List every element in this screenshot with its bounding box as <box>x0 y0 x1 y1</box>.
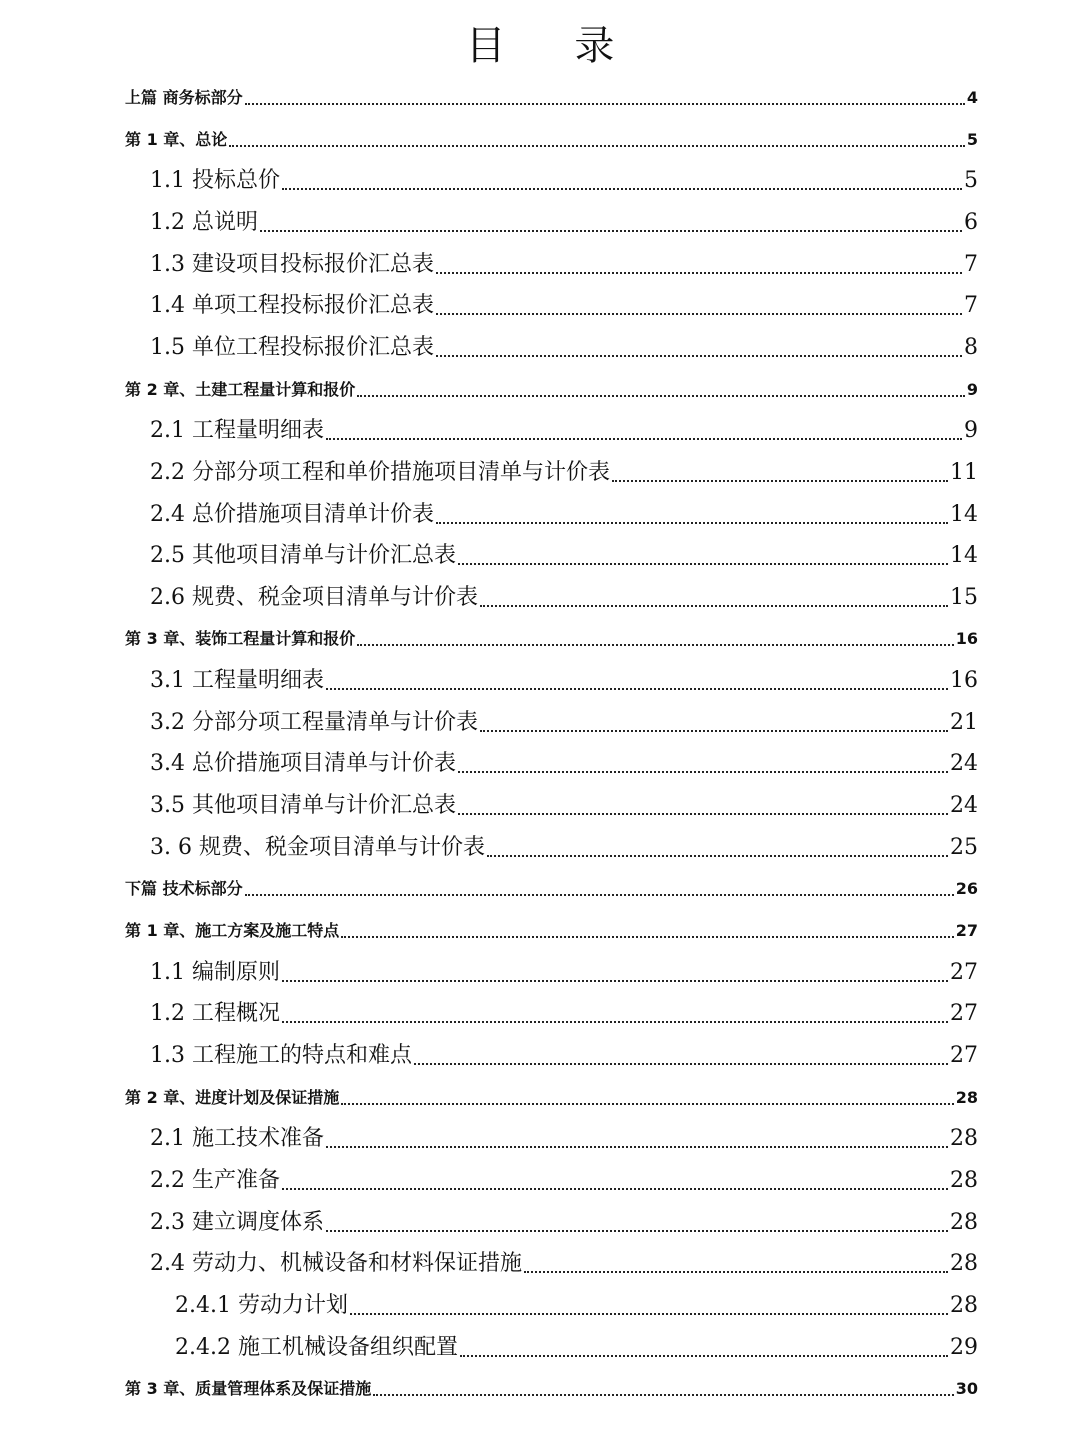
toc-dot-leader <box>357 369 965 411</box>
toc-entry-page-number: 4 <box>966 88 978 107</box>
toc-entry-page-number: 14 <box>950 501 978 527</box>
toc-entry[interactable] <box>150 827 978 869</box>
toc-entry-page-number: 5 <box>966 129 978 149</box>
toc-dot-leader <box>326 660 948 702</box>
toc-entry[interactable] <box>150 327 978 369</box>
toc-entry-label: 3.5 其他项目清单与计价汇总表 <box>150 793 456 819</box>
toc-dot-leader <box>341 910 953 952</box>
toc-entry-page-number: 7 <box>964 293 978 319</box>
toc-entry-page-number: 8 <box>964 334 978 360</box>
toc-entry-page-number: 5 <box>964 168 978 194</box>
toc-entry-label: 第 2 章、土建工程量计算和报价 <box>125 379 356 399</box>
toc-entry-label: 2.1 施工技术准备 <box>150 1126 324 1152</box>
toc-entry-label: 2.6 规费、税金项目清单与计价表 <box>150 584 478 610</box>
page-title: 目 录 <box>465 23 643 69</box>
toc-entry-page-number: 28 <box>950 1292 978 1318</box>
toc-entry-page-number: 16 <box>955 629 978 649</box>
toc-entry-label: 2.2 生产准备 <box>150 1167 280 1193</box>
toc-dot-leader <box>282 952 948 994</box>
toc-dot-leader <box>326 1202 948 1244</box>
toc-entry-label: 2.1 工程量明细表 <box>150 418 324 444</box>
toc-dot-leader <box>245 77 965 119</box>
toc-entry-page-number: 30 <box>955 1379 978 1399</box>
toc-entry[interactable] <box>175 1285 978 1327</box>
toc-entry-label: 下篇 技术标部分 <box>125 879 243 899</box>
toc-entry-page-number: 24 <box>950 793 978 819</box>
toc-entry-label: 1.2 工程概况 <box>150 1001 280 1027</box>
toc-entry-label: 1.5 单位工程投标报价汇总表 <box>150 334 434 360</box>
toc-entry[interactable] <box>150 660 978 702</box>
toc-entry[interactable] <box>150 452 978 494</box>
toc-entry-label: 第 2 章、进度计划及保证措施 <box>125 1087 340 1107</box>
toc-entry-label: 第 1 章、总论 <box>125 129 228 149</box>
toc-entry-page-number: 21 <box>950 709 978 735</box>
toc-dot-leader <box>357 618 953 660</box>
toc-dot-leader <box>458 535 948 577</box>
toc-entry[interactable] <box>150 993 978 1035</box>
toc-dot-leader <box>480 577 948 619</box>
toc-entry[interactable] <box>150 785 978 827</box>
toc-entry-label: 1.1 投标总价 <box>150 168 280 194</box>
toc-entry-label: 2.5 其他项目清单与计价汇总表 <box>150 543 456 569</box>
toc-entry[interactable] <box>150 410 978 452</box>
toc-entry[interactable] <box>150 244 978 286</box>
toc-entry-label: 1.3 建设项目投标报价汇总表 <box>150 251 434 277</box>
toc-entry-label: 3.4 总价措施项目清单与计价表 <box>150 751 456 777</box>
toc-entry-page-number: 15 <box>950 584 978 610</box>
toc-entry-page-number: 7 <box>964 251 978 277</box>
toc-dot-leader <box>229 119 965 161</box>
toc-dot-leader <box>612 452 948 494</box>
toc-entry-page-number: 29 <box>950 1334 978 1360</box>
toc-entry-page-number: 25 <box>950 834 978 860</box>
toc-entry[interactable] <box>175 1327 978 1369</box>
toc-entry-page-number: 16 <box>950 668 978 694</box>
toc-entry[interactable] <box>125 369 978 411</box>
toc-dot-leader <box>282 993 948 1035</box>
toc-entry[interactable] <box>125 77 978 119</box>
toc-entry-page-number: 28 <box>955 1087 978 1107</box>
toc-dot-leader <box>436 285 962 327</box>
toc-entry-page-number: 11 <box>950 459 978 485</box>
toc-entry-page-number: 28 <box>950 1126 978 1152</box>
toc-entry-page-number: 6 <box>964 209 978 235</box>
toc-entry-page-number: 28 <box>950 1209 978 1235</box>
toc-entry-page-number: 26 <box>955 879 978 899</box>
toc-dot-leader <box>414 1035 948 1077</box>
toc-entry-label: 1.3 工程施工的特点和难点 <box>150 1042 412 1068</box>
toc-dot-leader <box>373 1368 953 1410</box>
toc-entry-label: 第 3 章、装饰工程量计算和报价 <box>125 629 356 649</box>
toc-dot-leader <box>487 827 948 869</box>
toc-entry[interactable] <box>125 618 978 660</box>
toc-entry-page-number: 27 <box>955 921 978 940</box>
toc-entry-label: 3.2 分部分项工程量清单与计价表 <box>150 709 478 735</box>
toc-entry-label: 上篇 商务标部分 <box>125 88 243 107</box>
toc-dot-leader <box>326 1118 948 1160</box>
toc-dot-leader <box>480 702 948 744</box>
toc-dot-leader <box>260 202 962 244</box>
toc-entry[interactable] <box>150 1160 978 1202</box>
toc-entry-page-number: 14 <box>950 543 978 569</box>
toc-dot-leader <box>436 327 962 369</box>
toc-entry-label: 2.4.1 劳动力计划 <box>175 1292 348 1318</box>
toc-dot-leader <box>350 1285 948 1327</box>
toc-dot-leader <box>245 868 954 910</box>
toc-entry[interactable] <box>125 119 978 161</box>
toc-dot-leader <box>282 160 962 202</box>
toc-entry[interactable] <box>125 868 978 910</box>
toc-entry-label: 1.1 编制原则 <box>150 959 280 985</box>
toc-entry-label: 2.4.2 施工机械设备组织配置 <box>175 1334 458 1360</box>
toc-entry-label: 2.2 分部分项工程和单价措施项目清单与计价表 <box>150 459 610 485</box>
toc-entry-page-number: 9 <box>964 418 978 444</box>
toc-entry[interactable] <box>150 702 978 744</box>
toc-dot-leader <box>458 785 948 827</box>
toc-dot-leader <box>436 494 948 536</box>
toc-entry[interactable] <box>150 1202 978 1244</box>
toc-dot-leader <box>436 244 962 286</box>
toc-entry[interactable] <box>150 160 978 202</box>
toc-dot-leader <box>282 1160 948 1202</box>
toc-entry-label: 2.3 建立调度体系 <box>150 1209 324 1235</box>
toc-dot-leader <box>458 743 948 785</box>
toc-entry[interactable] <box>150 535 978 577</box>
toc-entry-page-number: 9 <box>966 379 978 399</box>
toc-dot-leader <box>341 1077 953 1119</box>
toc-dot-leader <box>326 410 962 452</box>
toc-dot-leader <box>460 1327 948 1369</box>
toc-dot-leader <box>524 1243 948 1285</box>
toc-entry[interactable] <box>150 577 978 619</box>
toc-entry-label: 第 3 章、质量管理体系及保证措施 <box>125 1379 372 1399</box>
toc-entry[interactable] <box>150 285 978 327</box>
toc-entry[interactable] <box>150 494 978 536</box>
toc-entry-page-number: 28 <box>950 1251 978 1277</box>
toc-entry[interactable] <box>150 743 978 785</box>
toc-entry-label: 3. 6 规费、税金项目清单与计价表 <box>150 834 485 860</box>
toc-entry-page-number: 27 <box>950 959 978 985</box>
toc-entry-label: 1.4 单项工程投标报价汇总表 <box>150 293 434 319</box>
toc-entry[interactable] <box>125 1368 978 1410</box>
toc-entry[interactable] <box>150 952 978 994</box>
toc-entry-page-number: 28 <box>950 1167 978 1193</box>
toc-entry-label: 第 1 章、施工方案及施工特点 <box>125 921 340 940</box>
toc-entry[interactable] <box>150 1118 978 1160</box>
toc-entry[interactable] <box>125 910 978 952</box>
toc-entry[interactable] <box>150 1035 978 1077</box>
toc-entry[interactable] <box>125 1077 978 1119</box>
toc-entry-label: 1.2 总说明 <box>150 209 258 235</box>
toc-entry[interactable] <box>150 202 978 244</box>
toc-entry-label: 3.1 工程量明细表 <box>150 668 324 694</box>
toc-entry[interactable] <box>150 1243 978 1285</box>
toc-entry-page-number: 27 <box>950 1042 978 1068</box>
toc-entry-label: 2.4 劳动力、机械设备和材料保证措施 <box>150 1251 522 1277</box>
toc-entry-page-number: 27 <box>950 1001 978 1027</box>
toc-entry-page-number: 24 <box>950 751 978 777</box>
toc-entry-label: 2.4 总价措施项目清单计价表 <box>150 501 434 527</box>
